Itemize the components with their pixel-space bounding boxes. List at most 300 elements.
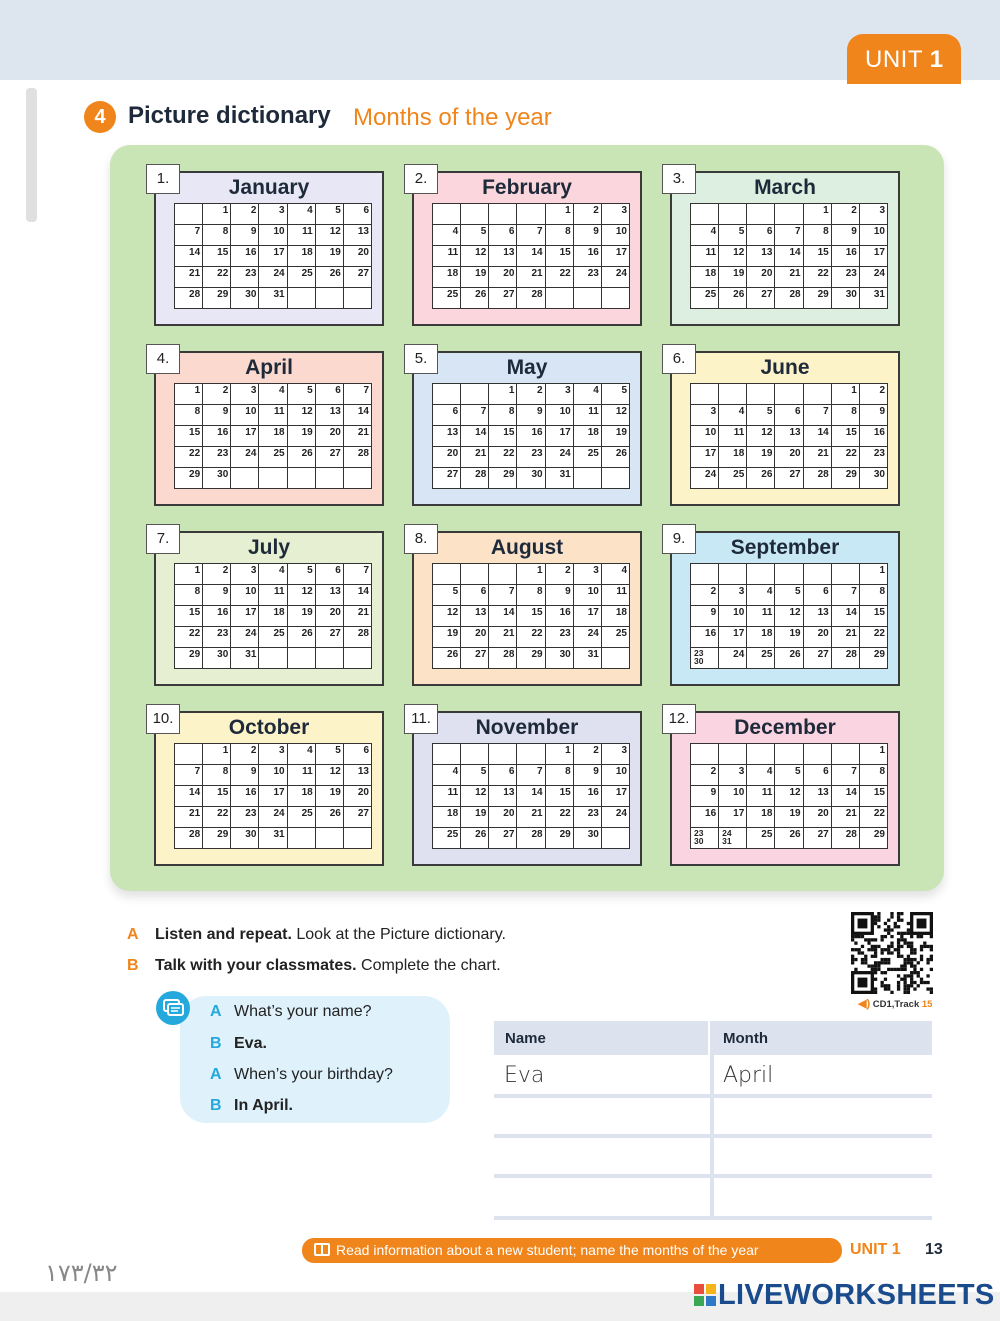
qr-code[interactable] [851,912,933,994]
calendar-day: 3 [691,405,719,426]
calendar-day: 14 [831,786,859,807]
calendar-day: 10 [691,426,719,447]
calendar-day: 5 [775,765,803,786]
calendar-day: 25 [287,807,315,828]
calendar-day: 28 [831,828,859,849]
calendar-day: 29 [545,828,573,849]
calendar-day: 5 [461,225,489,246]
calendar-day [831,564,859,585]
calendar-day: 22 [545,807,573,828]
calendar-day: 14 [343,405,371,426]
calendar-day: 13 [803,606,831,627]
calendar-day: 20 [343,786,371,807]
calendar-day: 6 [315,384,343,405]
calendar-day: 8 [859,765,887,786]
calendar-day: 19 [601,426,629,447]
calendar-day: 10 [545,405,573,426]
calendar-day: 20 [433,447,461,468]
calendar-day: 20 [315,426,343,447]
calendar-day: 15 [831,426,859,447]
calendar-day: 16 [691,807,719,828]
calendar-day [343,468,371,489]
month-name: August [490,536,564,559]
calendar-day: 4 [259,564,287,585]
calendar-day: 18 [747,627,775,648]
calendar-day: 19 [775,627,803,648]
calendar-day: 6 [489,765,517,786]
calendar-day [803,744,831,765]
calendar-day: 23 [231,807,259,828]
calendar-day [287,468,315,489]
calendar-day: 23 [231,267,259,288]
calendar-grid [690,563,888,669]
calendar-day: 30 [859,468,887,489]
calendar-day: 5 [315,204,343,225]
calendar-day: 3 [601,744,629,765]
calendar-day: 11 [719,426,747,447]
calendar-day: 2 [231,744,259,765]
month-name: January [228,176,310,199]
calendar-day: 14 [175,786,203,807]
calendar-day: 27 [315,627,343,648]
calendar-day: 28 [831,648,859,669]
calendar-day: 2 [831,204,859,225]
calendar-day: 17 [859,246,887,267]
calendar-day: 28 [775,288,803,309]
calendar-day: 10 [601,765,629,786]
month-card-january [154,171,384,326]
calendar-day: 14 [517,246,545,267]
month-card-july [154,531,384,686]
calendar-day [803,384,831,405]
calendar-day: 18 [573,426,601,447]
calendar-day: 11 [259,405,287,426]
calendar-day: 10 [259,765,287,786]
calendar-day: 17 [231,606,259,627]
calendar-day: 29 [489,468,517,489]
calendar-day: 12 [775,786,803,807]
calendar-day: 12 [775,606,803,627]
calendar-day: 30 [545,648,573,669]
calendar-day: 7 [775,225,803,246]
calendar-day: 13 [343,225,371,246]
calendar-day: 9 [831,225,859,246]
calendar-day: 24 [545,447,573,468]
calendar-day: 17 [545,426,573,447]
calendar-day: 3 [719,765,747,786]
month-name: May [506,356,548,379]
calendar-day: 8 [175,405,203,426]
calendar-day: 26 [601,447,629,468]
month-card-september [670,531,900,686]
calendar-day [747,744,775,765]
month-name: November [475,716,579,739]
calendar-day: 20 [803,807,831,828]
calendar-day: 20 [461,627,489,648]
calendar-day: 2 [859,384,887,405]
calendar-day: 15 [859,606,887,627]
calendar-day [433,384,461,405]
calendar-day: 15 [517,606,545,627]
calendar-day: 6 [343,744,371,765]
calendar-day: 23 [517,447,545,468]
calendar-day: 6 [803,765,831,786]
calendar-day: 1 [175,384,203,405]
calendar-day: 21 [517,267,545,288]
calendar-day: 16 [203,606,231,627]
calendar-day: 8 [831,405,859,426]
calendar-day: 9 [545,585,573,606]
calendar-day: 17 [259,786,287,807]
calendar-day: 22 [545,267,573,288]
calendar-day: 22 [203,807,231,828]
calendar-day: 2 [573,744,601,765]
month-name: June [760,356,810,379]
calendar-day: 16 [573,786,601,807]
month-name: July [247,536,291,559]
calendar-day: 3 [231,564,259,585]
calendar-day: 18 [433,807,461,828]
calendar-day: 9 [573,225,601,246]
chart-column-divider [710,1021,714,1220]
calendar-grid [432,203,630,309]
calendar-day: 10 [259,225,287,246]
calendar-day: 8 [203,225,231,246]
calendar-day: 25 [259,627,287,648]
calendar-day: 15 [545,786,573,807]
calendar-day [691,744,719,765]
calendar-day: 11 [601,585,629,606]
calendar-day: 8 [489,405,517,426]
calendar-day [287,828,315,849]
calendar-day: 27 [315,447,343,468]
chart-cell-month[interactable]: April [723,1063,774,1088]
month-name: April [245,356,293,379]
calendar-day: 24 [231,627,259,648]
calendar-day: 25 [433,288,461,309]
calendar-day: 4 [433,225,461,246]
month-number: 1. [146,164,180,194]
calendar-day: 30 [831,288,859,309]
calendar-day: 23 [573,267,601,288]
calendar-day: 1 [803,204,831,225]
calendar-day: 13 [775,426,803,447]
calendar-day: 28 [461,468,489,489]
calendar-day: 20 [489,807,517,828]
calendar-day: 1 [545,744,573,765]
calendar-day: 7 [343,384,371,405]
calendar-day: 27 [803,828,831,849]
calendar-day: 6 [461,585,489,606]
month-card-april [154,351,384,506]
calendar-day [315,468,343,489]
calendar-day: 24 [691,468,719,489]
calendar-day: 25 [573,447,601,468]
calendar-day: 24 [231,447,259,468]
calendar-day: 27 [489,288,517,309]
calendar-day: 3 [231,384,259,405]
calendar-day: 21 [343,426,371,447]
calendar-day [747,384,775,405]
calendar-day: 30 [231,828,259,849]
calendar-day: 2 [203,564,231,585]
calendar-day: 25 [287,267,315,288]
calendar-day: 20 [747,267,775,288]
month-card-may [412,351,642,506]
calendar-day: 29 [175,468,203,489]
calendar-day: 8 [803,225,831,246]
calendar-day: 18 [259,606,287,627]
chart-cell-name[interactable]: Eva [504,1063,545,1088]
footer-unit: UNIT 1 [850,1241,901,1258]
calendar-day: 1 [831,384,859,405]
calendar-day: 18 [287,246,315,267]
calendar-day: 22 [859,807,887,828]
calendar-day: 21 [489,627,517,648]
calendar-day: 2 [517,384,545,405]
month-number: 10. [146,704,180,734]
calendar-day: 21 [831,807,859,828]
calendar-day: 14 [831,606,859,627]
audio-track[interactable]: ◀) CD1,Track 15 [858,998,933,1010]
calendar-day: 1 [545,204,573,225]
calendar-day: 7 [831,765,859,786]
calendar-day [601,288,629,309]
calendar-day: 5 [287,564,315,585]
calendar-grid [174,563,372,669]
calendar-day: 24 [601,807,629,828]
calendar-day: 16 [231,246,259,267]
calendar-day: 10 [601,225,629,246]
calendar-day: 16 [545,606,573,627]
calendar-day: 26 [287,447,315,468]
calendar-day: 13 [433,426,461,447]
calendar-day: 22 [517,627,545,648]
calendar-day: 5 [461,765,489,786]
calendar-day: 13 [315,405,343,426]
calendar-day: 23 30 [691,648,719,669]
calendar-day: 2 [691,765,719,786]
calendar-day: 5 [433,585,461,606]
calendar-day: 24 [719,648,747,669]
book-icon [314,1243,330,1256]
calendar-day: 9 [691,606,719,627]
calendar-day: 20 [315,606,343,627]
calendar-day: 8 [517,585,545,606]
calendar-day: 15 [203,246,231,267]
calendar-grid [432,563,630,669]
calendar-day [315,288,343,309]
calendar-day: 1 [517,564,545,585]
calendar-day: 22 [489,447,517,468]
calendar-day: 9 [691,786,719,807]
calendar-day: 28 [343,627,371,648]
calendar-day: 6 [315,564,343,585]
month-name: February [482,176,572,199]
calendar-day [775,744,803,765]
calendar-day: 6 [489,225,517,246]
calendar-day: 7 [175,225,203,246]
calendar-day: 3 [601,204,629,225]
calendar-grid [432,383,630,489]
calendar-day: 13 [343,765,371,786]
calendar-day: 18 [747,807,775,828]
month-number: 4. [146,344,180,374]
calendar-day: 3 [259,204,287,225]
calendar-day: 26 [287,627,315,648]
calendar-day: 19 [461,267,489,288]
calendar-day [231,468,259,489]
calendar-day [489,564,517,585]
calendar-day: 7 [489,585,517,606]
dialog-line: A What’s your name? [210,1003,372,1020]
calendar-grid [690,383,888,489]
liveworksheets-icon [694,1284,716,1306]
calendar-day: 19 [315,786,343,807]
calendar-day [461,744,489,765]
calendar-day: 26 [775,648,803,669]
calendar-day: 28 [517,828,545,849]
calendar-day: 30 [517,468,545,489]
calendar-day: 7 [517,225,545,246]
calendar-day: 17 [573,606,601,627]
calendar-day: 27 [775,468,803,489]
calendar-day: 27 [343,267,371,288]
month-number: 12. [662,704,696,734]
calendar-grid [432,743,630,849]
calendar-day: 7 [803,405,831,426]
calendar-day: 21 [175,267,203,288]
dialog-line: B Eva. [210,1035,267,1052]
calendar-day: 12 [601,405,629,426]
calendar-day: 26 [315,267,343,288]
month-card-march [670,171,900,326]
calendar-day: 12 [461,246,489,267]
calendar-day: 29 [517,648,545,669]
calendar-day: 12 [287,585,315,606]
calendar-day: 8 [859,585,887,606]
calendar-day [517,204,545,225]
calendar-day: 18 [433,267,461,288]
calendar-day: 1 [175,564,203,585]
calendar-day: 11 [287,225,315,246]
calendar-day: 15 [203,786,231,807]
calendar-day [747,564,775,585]
calendar-day: 13 [803,786,831,807]
calendar-day: 13 [747,246,775,267]
month-number: 6. [662,344,696,374]
calendar-day: 4 [601,564,629,585]
calendar-day: 2 [231,204,259,225]
calendar-day [517,744,545,765]
calendar-day: 5 [747,405,775,426]
calendar-day: 19 [287,426,315,447]
calendar-day: 4 [433,765,461,786]
month-name: March [754,176,816,199]
calendar-day [343,828,371,849]
calendar-day: 24 31 [719,828,747,849]
calendar-day: 5 [287,384,315,405]
calendar-day: 2 [545,564,573,585]
calendar-day: 16 [573,246,601,267]
calendar-day [259,648,287,669]
calendar-day: 6 [747,225,775,246]
calendar-day: 18 [691,267,719,288]
calendar-day: 5 [719,225,747,246]
month-card-february [412,171,642,326]
calendar-day: 4 [287,744,315,765]
calendar-day: 18 [259,426,287,447]
month-number: 5. [404,344,438,374]
calendar-day: 3 [259,744,287,765]
calendar-day: 27 [461,648,489,669]
calendar-day: 11 [747,606,775,627]
calendar-day: 4 [287,204,315,225]
calendar-day: 29 [175,648,203,669]
calendar-day: 11 [433,786,461,807]
calendar-grid [690,203,888,309]
calendar-day [461,564,489,585]
instruction-a: A Listen and repeat. Look at the Picture dictionary. [127,926,506,943]
calendar-day [719,384,747,405]
calendar-day: 4 [719,405,747,426]
calendar-day: 14 [517,786,545,807]
calendar-day: 9 [203,585,231,606]
calendar-day [489,204,517,225]
calendar-day: 24 [573,627,601,648]
calendar-day: 16 [859,426,887,447]
calendar-day: 17 [719,627,747,648]
liveworksheets-logo[interactable]: LIVEWORKSHEETS [694,1279,995,1312]
calendar-day: 13 [461,606,489,627]
calendar-day: 31 [231,648,259,669]
chart-header-name: Name [494,1021,708,1055]
calendar-day: 4 [747,585,775,606]
month-card-august [412,531,642,686]
calendar-day: 23 [573,807,601,828]
calendar-day [343,648,371,669]
calendar-day: 8 [545,225,573,246]
calendar-day [545,288,573,309]
calendar-day: 29 [203,288,231,309]
calendar-day: 29 [803,288,831,309]
calendar-day [287,288,315,309]
calendar-day [573,468,601,489]
calendar-day: 24 [259,807,287,828]
calendar-day: 9 [517,405,545,426]
calendar-day: 28 [343,447,371,468]
calendar-day: 3 [573,564,601,585]
calendar-day: 11 [287,765,315,786]
calendar-day [315,648,343,669]
calendar-day: 17 [601,246,629,267]
objective-banner: Read information about a new student; name the months of the year [302,1238,842,1263]
calendar-day: 10 [573,585,601,606]
calendar-day: 27 [433,468,461,489]
calendar-day: 19 [315,246,343,267]
calendar-day: 6 [343,204,371,225]
calendar-day: 21 [175,807,203,828]
section-number: 4 [84,101,116,133]
scrollbar[interactable] [26,88,37,222]
calendar-day [175,204,203,225]
calendar-day: 25 [691,288,719,309]
calendar-day: 2 [573,204,601,225]
calendar-day: 31 [259,828,287,849]
month-name: October [228,716,310,739]
calendar-day [343,288,371,309]
calendar-day: 22 [175,627,203,648]
